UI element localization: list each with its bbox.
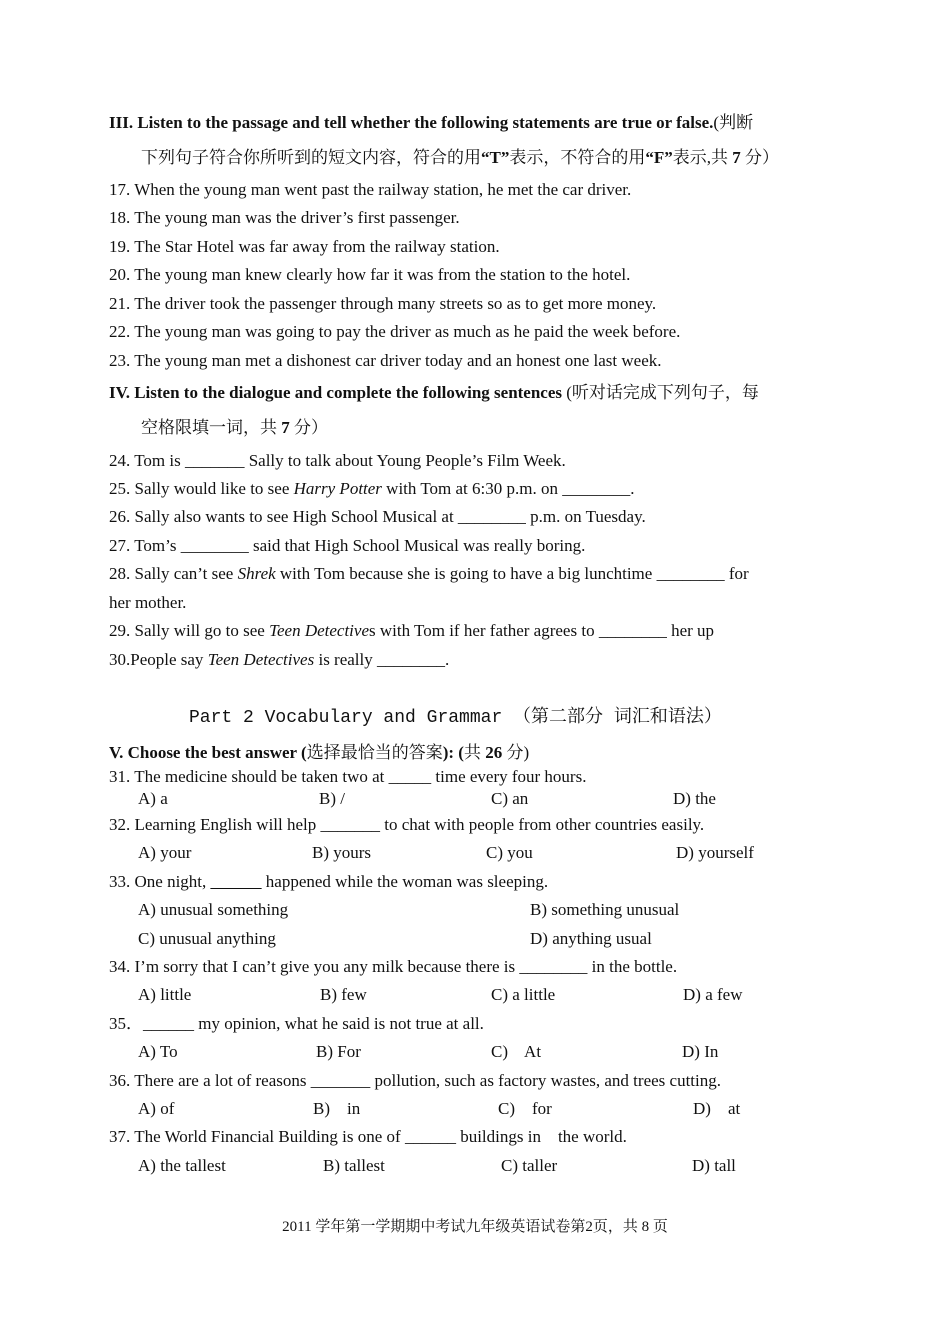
option-34-a: A) little [138, 985, 192, 1004]
question-23: 23. The young man met a dishonest car driver today and an honest one last week. [109, 351, 662, 370]
q-text: happened while the woman was sleeping. [261, 872, 549, 891]
instr-text: 分） [289, 418, 328, 437]
instr-f: “F” [645, 148, 673, 167]
option-34-b: B) few [320, 985, 367, 1004]
option-33-b: B) something unusual [530, 900, 680, 919]
instr-points: 7 [281, 418, 290, 437]
question-18: 18. The young man was the driver’s first passenger. [109, 208, 460, 227]
q-text: is really ________. [314, 650, 450, 669]
instr-text: 下列句子符合你所听到的短文内容，符合的用 [141, 148, 481, 167]
question-25 [109, 478, 634, 500]
film-title: Harry Potter [293, 479, 382, 498]
question-21: 21. The driver took the passenger through many streets so as to get more money. [109, 294, 657, 313]
title-text: ( [296, 743, 307, 762]
question-33 [109, 871, 548, 893]
option-36-d: D) at [693, 1099, 741, 1118]
instr-points: 7 [732, 148, 741, 167]
option-35-b: B) For [316, 1042, 361, 1061]
question-20: 20. The young man knew clearly how far it was from the station to the hotel. [109, 265, 631, 284]
answer-blank: ______ [210, 872, 262, 891]
section-4-title-cn: (听对话完成下列句子，每 [562, 383, 759, 402]
film-title: Teen Detective [269, 621, 369, 640]
option-36-b: B) in [313, 1099, 361, 1118]
section-4-title-en: IV. Listen to the dialogue and complete the following sentences [109, 383, 563, 402]
section-4-instructions [141, 417, 328, 439]
question-28-cont: her mother. [109, 593, 187, 612]
film-title: Shrek [237, 564, 276, 583]
question-22: 22. The young man was going to pay the driver as much as he paid the week before. [109, 322, 681, 341]
q-text: 25. Sally would like to see [109, 479, 294, 498]
question-29 [109, 620, 714, 642]
option-37-a: A) the tallest [138, 1156, 226, 1175]
option-34-c: C) a little [491, 985, 556, 1004]
section-3-title-en: III. Listen to the passage and tell whether the following statements are true or false. [109, 113, 714, 132]
option-33-d: D) anything usual [530, 929, 652, 948]
instr-text: 分） [740, 148, 779, 167]
option-37-c: C) taller [501, 1156, 558, 1175]
instr-text: 表示,共 [672, 148, 733, 167]
q-text: 33. One night, [109, 872, 211, 891]
option-35-a: A) To [138, 1042, 178, 1061]
option-33-c: C) unusual anything [138, 929, 276, 948]
question-32: 32. Learning English will help _______ to chat with people from other countries easily. [109, 815, 705, 834]
option-31-d: D) the [673, 789, 716, 808]
question-24: 24. Tom is _______ Sally to talk about Young People’s Film Week. [109, 451, 566, 470]
question-34: 34. I’m sorry that I can’t give you any milk because there is ________ in the bottle. [109, 957, 678, 976]
q-text: s with Tom if her father agrees to ________ her up [369, 621, 715, 640]
instr-text: 表示，不符合的用 [509, 148, 646, 167]
question-19: 19. The Star Hotel was far away from the railway station. [109, 237, 500, 256]
question-36: 36. There are a lot of reasons _______ pollution, such as factory wastes, and trees cutting. [109, 1071, 721, 1090]
section-5-title [109, 742, 529, 764]
option-36-a: A) of [138, 1099, 175, 1118]
option-32-d: D) yourself [676, 843, 754, 862]
question-26: 26. Sally also wants to see High School Musical at ________ p.m. on Tuesday. [109, 507, 646, 526]
film-title: Teen Detectives [207, 650, 315, 669]
option-32-a: A) your [138, 843, 192, 862]
question-27: 27. Tom’s ________ said that High School Musical was really boring. [109, 536, 586, 555]
option-37-b: B) tallest [323, 1156, 385, 1175]
title-text: ): ( [442, 743, 464, 762]
option-31-a: A) a [138, 789, 168, 808]
section-4-title [109, 382, 759, 404]
title-cn: 分) [502, 743, 530, 762]
option-36-c: C) for [498, 1099, 552, 1118]
option-31-c: C) an [491, 789, 529, 808]
question-30 [109, 649, 449, 671]
question-28 [109, 563, 749, 585]
section-3-instructions [141, 147, 779, 169]
q-text: 28. Sally can’t see [109, 564, 238, 583]
part-2-heading: Part 2 Vocabulary and Grammar （第二部分 词汇和语法） [189, 708, 722, 728]
option-31-b: B) / [319, 789, 345, 808]
title-cn: 选择最恰当的答案 [306, 743, 443, 762]
q-text: with Tom because she is going to have a big lunchtime ________ for [275, 564, 749, 583]
section-3-title [109, 112, 753, 134]
question-31: 31. The medicine should be taken two at _____ time every four hours. [109, 767, 587, 786]
title-text: V. Choose the best answer [109, 743, 297, 762]
q-text: 30.People say [109, 650, 208, 669]
title-cn: 共 [463, 743, 486, 762]
q-text: 29. Sally will go to see [109, 621, 270, 640]
option-35-d: D) In [682, 1042, 719, 1061]
question-37: 37. The World Financial Building is one of ______ buildings in the world. [109, 1127, 627, 1146]
option-35-c: C) At [491, 1042, 542, 1061]
option-32-c: C) you [486, 843, 533, 862]
section-3-title-cn: (判断 [713, 113, 754, 132]
option-32-b: B) yours [312, 843, 372, 862]
instr-t: “T” [481, 148, 510, 167]
option-34-d: D) a few [683, 985, 743, 1004]
page-footer: 2011 学年第一学期期中考试九年级英语试卷第2页，共 8 页 [282, 1219, 668, 1235]
q-text: with Tom at 6:30 p.m. on ________. [381, 479, 635, 498]
option-33-a: A) unusual something [138, 900, 289, 919]
instr-text: 空格限填一词，共 [141, 418, 282, 437]
question-35: 35．______ my opinion, what he said is not true at all. [109, 1014, 484, 1033]
option-37-d: D) tall [692, 1156, 736, 1175]
title-points: 26 [485, 743, 503, 762]
question-17: 17. When the young man went past the railway station, he met the car driver. [109, 180, 632, 199]
